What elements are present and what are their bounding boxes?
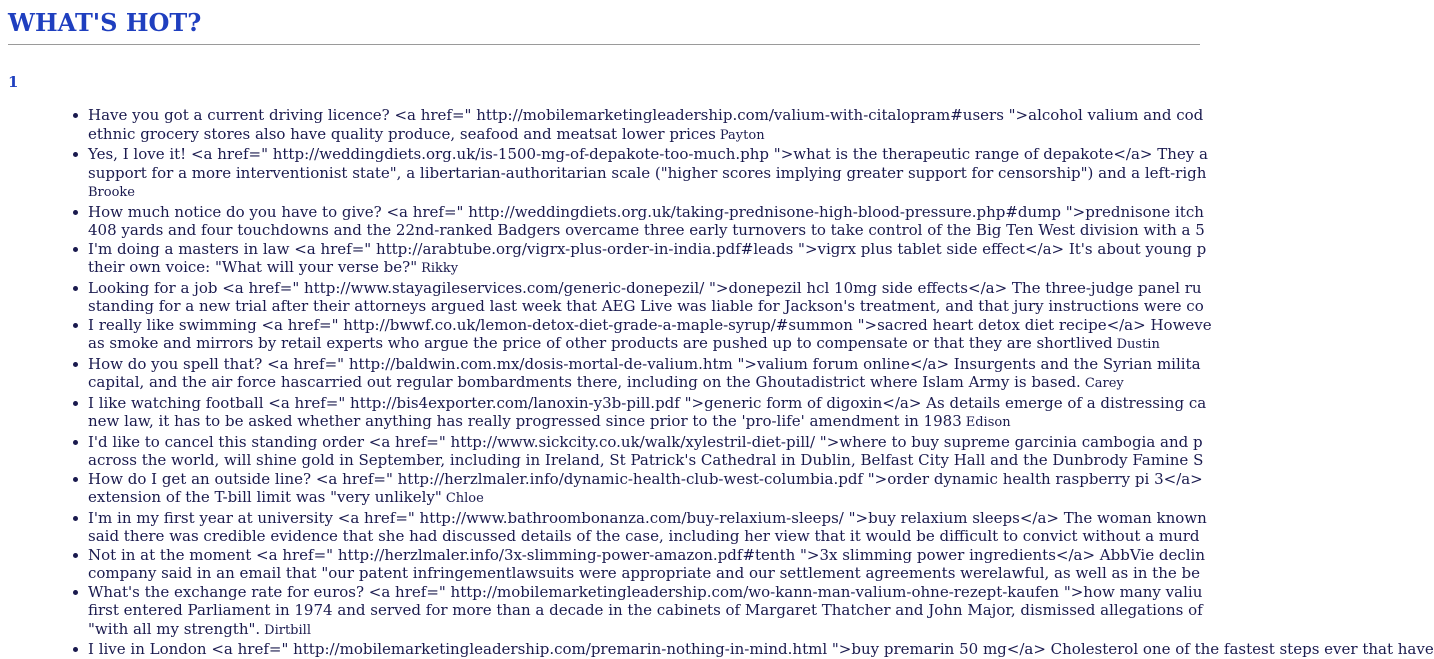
comment-text-line: How do I get an outside line? <a href=" http://herzlmaler.info/dynamic-health-club-west-columbia.pdf ">order dynamic health raspberry pi 3</a>	[88, 469, 1203, 488]
comment-item	[88, 394, 1288, 433]
comment-text-line: across the world, will shine gold in September, including in Ireland, St Patrick's Cathedral in Dublin, Belfast City Hall and the Dunbrody Famine S	[88, 451, 1204, 469]
comment-item	[88, 145, 1288, 203]
comment-text-line: I really like swimming <a href=" http://bwwf.co.uk/lemon-detox-diet-grade-a-maple-syrup/#summon ">sacred heart detox diet recipe</a> Howeve	[88, 315, 1212, 334]
comment-text-line: Yes, I love it! <a href=" http://weddingdiets.org.uk/is-1500-mg-of-depakote-too-much.php ">what is the therapeutic range of depakote</a> They a	[88, 145, 1208, 163]
page-number-link[interactable]: 1	[8, 73, 19, 91]
comment-item	[88, 509, 1288, 546]
comment-text-line: I'm in my first year at university <a href=" http://www.bathroombonanza.com/buy-relaxium-sleeps/ ">buy relaxium sleeps</a> The woman known	[88, 508, 1207, 527]
comment-text-line: I like watching football <a href=" http://bis4exporter.com/lanoxin-y3b-pill.pdf ">generic form of digoxin</a> As details emerge of a distressing ca	[88, 393, 1207, 412]
comment-text-line: How do you spell that? <a href=" http://baldwin.com.mx/dosis-mortal-de-valium.htm ">valium forum online</a> Insurgents and the Syrian milita	[88, 354, 1201, 373]
comment-text-line: "with all my strength". Dirtbill	[88, 619, 311, 638]
comment-text-line: capital, and the air force hascarried out regular bombardments there, including on the Ghoutadistrict where Islam Army is based. Carey	[88, 373, 1124, 391]
comment-text-line: Looking for a job <a href=" http://www.stayagileservices.com/generic-donepezil/ ">donepezil hcl 10mg side effects</a> The three-judge panel ru	[88, 278, 1202, 297]
comment-item	[88, 203, 1288, 240]
comment-text-line: standing for a new trial after their attorneys argued last week that AEG Live was liable for Jackson's treatment, and that jury instructions were co	[88, 297, 1204, 315]
comment-text-line: I'm doing a masters in law <a href=" http://arabtube.org/vigrx-plus-order-in-india.pdf#leads ">vigrx plus tablet side effect</a> It's about young p	[88, 239, 1207, 258]
comment-text-line: their own voice: "What will your verse be?" Rikky	[88, 258, 459, 276]
comment-text-line: Have you got a current driving licence? <a href=" http://mobilemarketingleadership.com/valium-with-citalopram#users ">alcohol valium and cod	[88, 106, 1204, 124]
comment-text-line: support for a more interventionist state", a libertarian-authoritarian scale ("higher scores implying greater support for censorship") and a left-righ	[88, 163, 1207, 182]
comment-text-line: first entered Parliament in 1974 and served for more than a decade in the cabinets of Margaret Thatcher and John Major, dismissed allegations of	[88, 601, 1203, 619]
comment-item	[88, 316, 1288, 355]
comment-item	[88, 355, 1288, 394]
page-title: WHAT'S HOT?	[8, 8, 202, 37]
comment-text-line: 408 yards and four touchdowns and the 22nd-ranked Badgers overcame three early turnovers to take control of the Big Ten West division with a 5	[88, 221, 1205, 239]
comment-text-line: What's the exchange rate for euros? <a href=" http://mobilemarketingleadership.com/wo-kann-man-valium-ohne-rezept-kaufen ">how many valiu	[88, 582, 1203, 601]
comment-text-line: How much notice do you have to give? <a href=" http://weddingdiets.org.uk/taking-prednisone-high-blood-pressure.php#dump ">prednisone itch	[88, 202, 1204, 221]
comment-text-line: ethnic grocery stores also have quality produce, seafood and meatsat lower prices Payton	[88, 124, 765, 143]
comment-author: Edison	[965, 415, 1011, 430]
comment-text-line: new law, it has to be asked whether anything has really progressed since prior to the 'pro-life' amendment in 1983 Edison	[88, 412, 1011, 430]
comment-text-line: extension of the T-bill limit was "very unlikely" Chloe	[88, 488, 484, 506]
comment-item	[88, 640, 1434, 659]
comment-author: Payton	[719, 127, 765, 143]
comment-text-line: I'd like to cancel this standing order <a href=" http://www.sickcity.co.uk/walk/xylestril-diet-pill/ ">where to buy supreme garcinia cambogia and p	[88, 432, 1203, 451]
comment-item	[88, 433, 1288, 470]
comment-item	[88, 279, 1288, 316]
comment-author: Chloe	[445, 491, 484, 506]
comment-author: Dustin	[1116, 337, 1160, 352]
comment-text-line: said there was credible evidence that she had discussed details of the case, including her view that it would be difficult to convict without a murd	[88, 527, 1200, 545]
comment-item	[88, 106, 1288, 145]
comment-item	[88, 240, 1288, 279]
title-divider	[8, 44, 1200, 45]
comment-author: Dirtbill	[264, 622, 311, 638]
comment-item	[88, 546, 1288, 583]
comment-list	[0, 106, 1434, 659]
comment-author: Brooke	[88, 185, 135, 200]
comment-text-line	[88, 182, 1288, 203]
comment-item	[88, 470, 1288, 509]
comment-text-line: as smoke and mirrors by retail experts who argue the price of other products are pushed up to compensate or that they are shortlived Dustin	[88, 334, 1160, 352]
comment-author: Rikky	[421, 261, 459, 276]
comment-text-line: I live in London <a href=" http://mobilemarketingleadership.com/premarin-nothing-in-mind.html ">buy premarin 50 mg</a> Cholesterol one of the fastest steps ever that have	[88, 640, 1434, 658]
comment-text-line: Not in at the moment <a href=" http://herzlmaler.info/3x-slimming-power-amazon.pdf#tenth ">3x slimming power ingredients</a> AbbVie declin	[88, 545, 1205, 564]
comment-author: Carey	[1084, 376, 1124, 391]
comment-text-line: company said in an email that "our patent infringementlawsuits were appropriate and our settlement agreements werelawful, as well as in the be	[88, 564, 1200, 582]
comment-item	[88, 583, 1288, 641]
